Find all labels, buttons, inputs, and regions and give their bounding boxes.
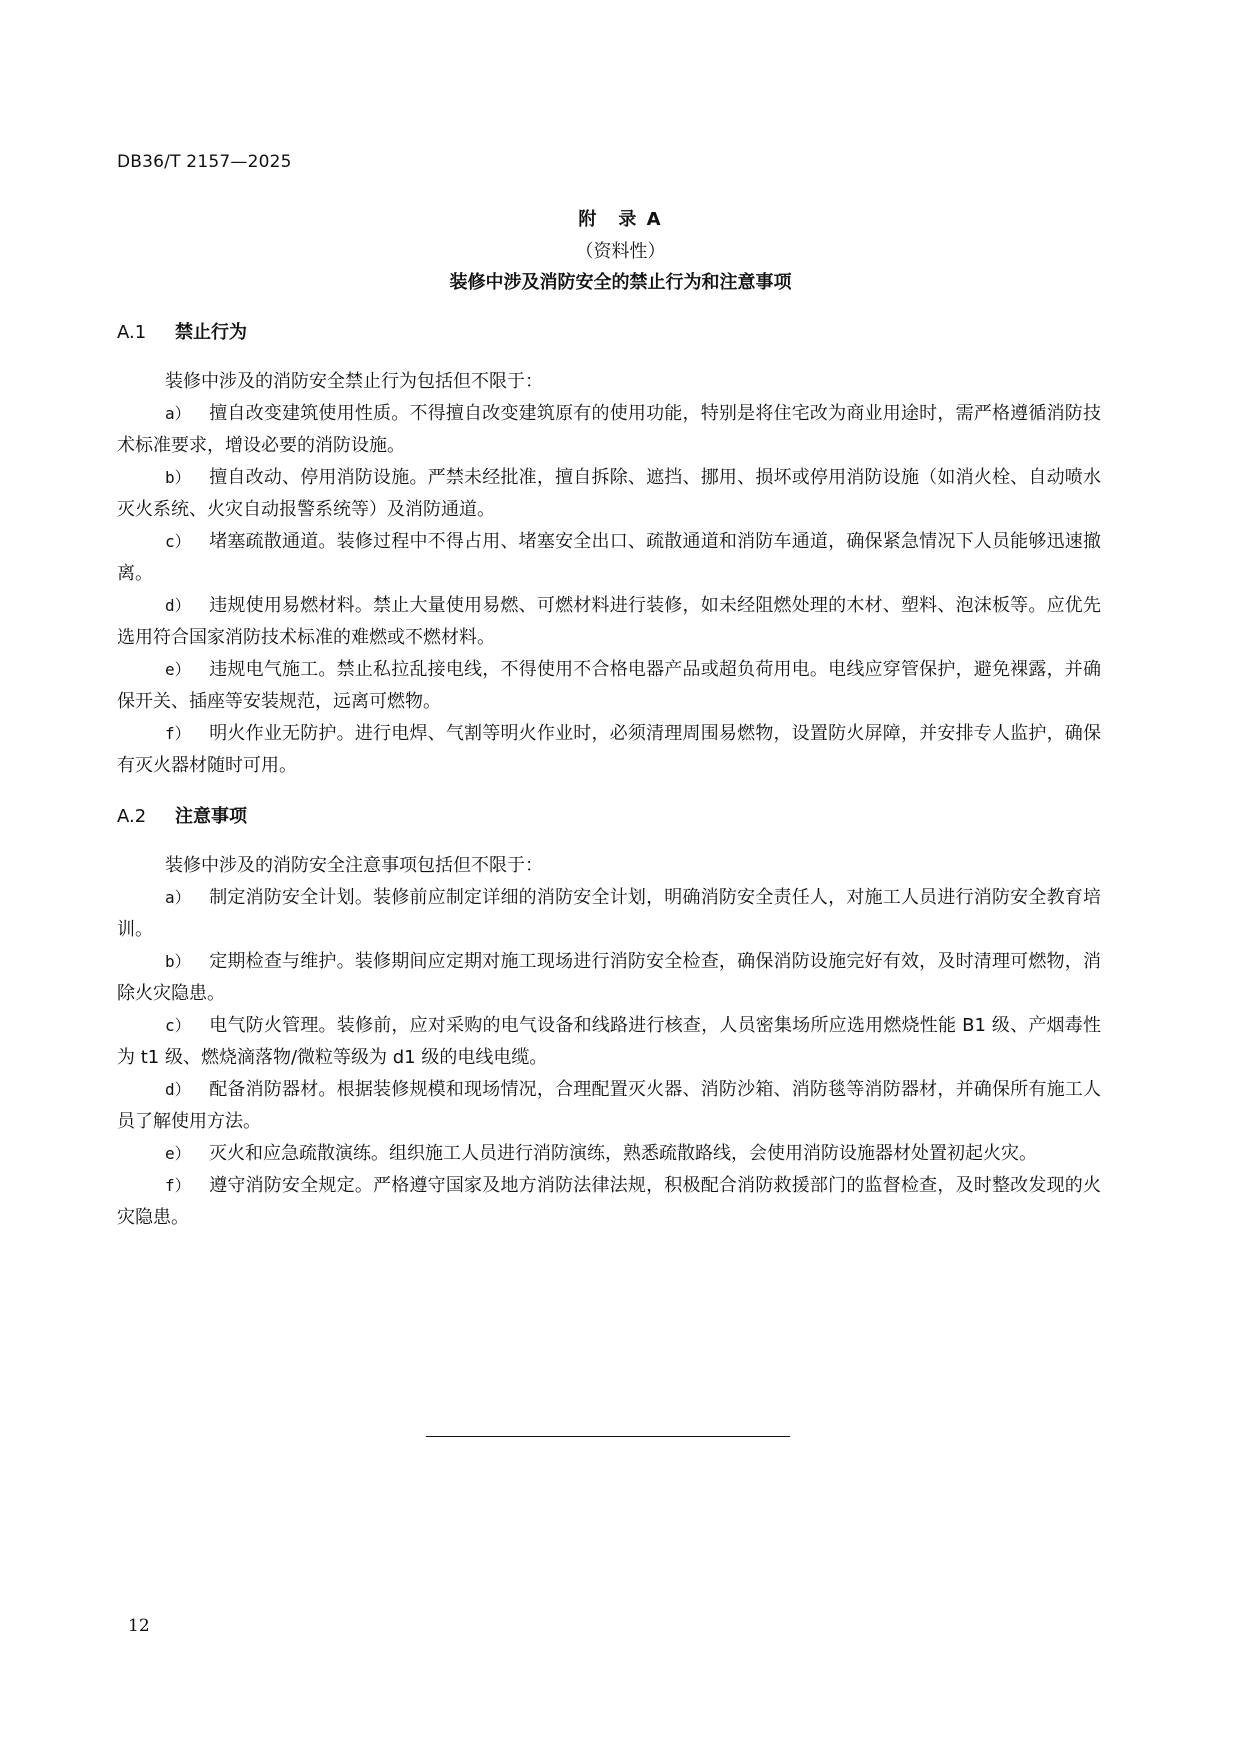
item-text: 堵塞疏散通道。装修过程中不得占用、堵塞安全出口、疏散通道和消防车通道，确保紧急情况下人员能够迅速撤离。 — [117, 531, 1101, 584]
item-label: d） — [165, 596, 191, 615]
item-label: f） — [165, 1176, 191, 1195]
section-number: A.2 — [117, 806, 147, 827]
item-label: b） — [165, 468, 191, 487]
list-item — [117, 1170, 1101, 1234]
list-item — [117, 654, 1101, 718]
end-rule-divider — [426, 1436, 790, 1437]
list-item — [117, 526, 1101, 590]
appendix-title: 附 录 A — [578, 209, 663, 230]
item-text: 灭火和应急疏散演练。组织施工人员进行消防演练，熟悉疏散路线，会使用消防设施器材处置初起火灾。 — [209, 1143, 1037, 1164]
item-text: 违规电气施工。禁止私拉乱接电线，不得使用不合格电器产品或超负荷用电。电线应穿管保护，避免裸露，并确保开关、插座等安装规范，远离可燃物。 — [117, 659, 1101, 712]
item-label: c） — [165, 1016, 191, 1035]
list-item — [117, 1074, 1101, 1138]
item-text: 遵守消防安全规定。严格遵守国家及地方消防法律法规，积极配合消防救援部门的监督检查，及时整改发现的火灾隐患。 — [117, 1175, 1101, 1228]
item-label: f） — [165, 724, 191, 743]
item-text: 制定消防安全计划。装修前应制定详细的消防安全计划，明确消防安全责任人，对施工人员进行消防安全教育培训。 — [117, 887, 1101, 940]
section-intro: 装修中涉及的消防安全禁止行为包括但不限于： — [165, 371, 543, 392]
list-item — [117, 590, 1101, 654]
section-title: 注意事项 — [175, 806, 247, 827]
section-number: A.1 — [117, 322, 147, 343]
item-text: 电气防火管理。装修前，应对采购的电气设备和线路进行核查，人员密集场所应选用燃烧性能 B1 级、产烟毒性为 t1 级、燃烧滴落物/微粒等级为 d1 级的电线电缆。 — [117, 1015, 1101, 1068]
item-text: 配备消防器材。根据装修规模和现场情况，合理配置灭火器、消防沙箱、消防毯等消防器材，并确保所有施工人员了解使用方法。 — [117, 1079, 1101, 1132]
item-label: b） — [165, 952, 191, 971]
appendix-type: （资料性） — [575, 241, 666, 262]
item-text: 明火作业无防护。进行电焊、气割等明火作业时，必须清理周围易燃物，设置防火屏障，并安排专人监护，确保有灭火器材随时可用。 — [117, 723, 1101, 776]
item-text: 违规使用易燃材料。禁止大量使用易燃、可燃材料进行装修，如未经阻燃处理的木材、塑料、泡沫板等。应优先选用符合国家消防技术标准的难燃或不燃材料。 — [117, 595, 1101, 648]
section-intro: 装修中涉及的消防安全注意事项包括但不限于： — [165, 855, 543, 876]
item-label: a） — [165, 888, 191, 907]
section-body-a1 — [117, 366, 1101, 782]
appendix-subject: 装修中涉及消防安全的禁止行为和注意事项 — [449, 272, 792, 293]
list-item — [117, 718, 1101, 782]
item-text: 定期检查与维护。装修期间应定期对施工现场进行消防安全检查，确保消防设施完好有效，及时清理可燃物，消除火灾隐患。 — [117, 951, 1101, 1004]
item-text: 擅自改动、停用消防设施。严禁未经批准，擅自拆除、遮挡、挪用、损坏或停用消防设施（如消火栓、自动喷水灭火系统、火灾自动报警系统等）及消防通道。 — [117, 467, 1101, 520]
item-label: d） — [165, 1080, 191, 1099]
list-item — [117, 1138, 1101, 1170]
item-label: c） — [165, 532, 191, 551]
item-label: a） — [165, 404, 191, 423]
item-label: e） — [165, 660, 191, 679]
section-heading-a2 — [117, 802, 247, 828]
list-item — [117, 1010, 1101, 1074]
section-title: 禁止行为 — [175, 322, 247, 343]
list-item — [117, 946, 1101, 1010]
page-number: 12 — [128, 1616, 150, 1636]
list-item — [117, 882, 1101, 946]
list-item — [117, 398, 1101, 462]
standard-id: DB36/T 2157—2025 — [117, 152, 292, 172]
section-heading-a1 — [117, 318, 247, 344]
item-text: 擅自改变建筑使用性质。不得擅自改变建筑原有的使用功能，特别是将住宅改为商业用途时，需严格遵循消防技术标准要求，增设必要的消防设施。 — [117, 403, 1101, 456]
item-label: e） — [165, 1144, 191, 1163]
list-item — [117, 462, 1101, 526]
section-body-a2 — [117, 850, 1101, 1234]
